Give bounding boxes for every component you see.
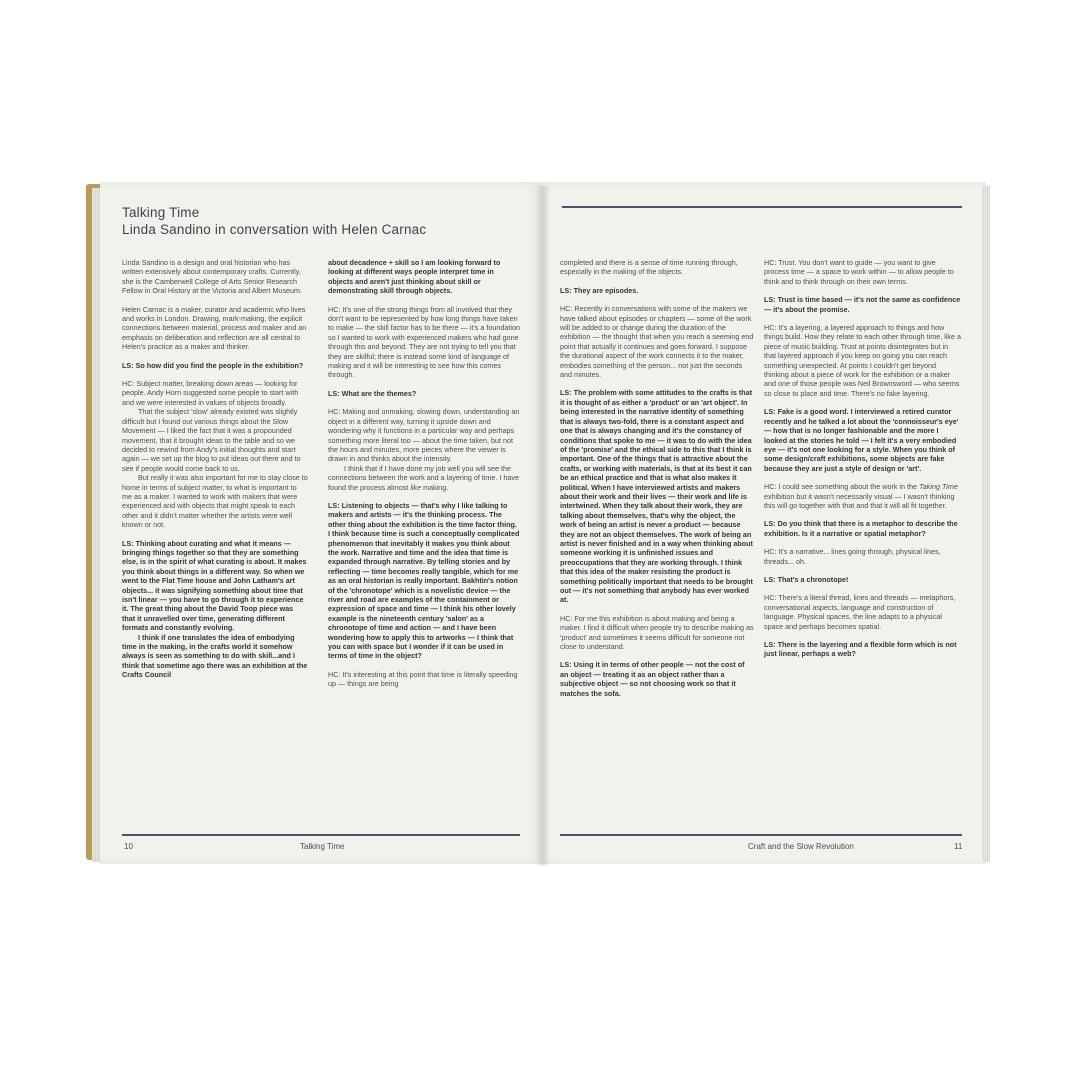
paragraph: Helen Carnac is a maker, curator and academic who lives and works in London. Drawing, mark-making, the explicit connections between material, process and maker and an emphasis on deliberation and reflection are all central to Helen's practice as a maker and thinker.: [122, 304, 307, 352]
running-footer-left: Talking Time: [300, 842, 345, 851]
open-book: [86, 182, 992, 868]
emphasis: like: [410, 482, 422, 492]
page-number-right: 11: [954, 842, 963, 851]
left-page: [100, 182, 540, 864]
right-page: [540, 182, 986, 864]
paragraph: [122, 633, 308, 680]
running-footer-right: Craft and the Slow Revolution: [748, 842, 854, 851]
text-run: making.: [421, 482, 449, 492]
paragraph: [122, 539, 308, 633]
question: LS: So how did you find the people in the exhibition?: [122, 360, 304, 370]
paragraph: [764, 482, 962, 510]
right-page-column-1: [560, 258, 754, 707]
question: LS: Fake is a good word. I interviewed a retired curator recently and he talked a lot about the 'connoisseur's eye' — how that is no longer fashionable and the more I looked at the stories he told — I felt it's a very embodied eye — it's not one looking for a style. When you think of some design/craft exhibitions, some objects are fake because they are just a style of design or 'art'.: [764, 407, 959, 473]
footer-rule: [122, 834, 520, 836]
paragraph: But really it was also important for me to stay close to home in terms of subject matter, to what is important to me as a maker. I wanted to work with makers that were experienced and with objects that might speak to each other and it didn't matter whether the artists were well known or not.: [122, 473, 308, 530]
question: LS: Do you think that there is a metaphor to describe the exhibition. Is it a narrative or spatial metaphor?: [764, 519, 958, 538]
question: LS: The problem with some attitudes to the crafts is that it is thought of as either a 'product' or an 'art object'. In being interested in the narrative identity of something that is always two-fold, there is a constant aspect and one that is always changing and it's the constancy of conditions that spoke to me — it was to do with the idea of the 'promise' and the ethical side to this that I think is important. One of the things that is attractive about the crafts, or working with materials, is that at its best it can be an ethical practice and that is what also makes it political. When I have interviewed artists and makers about their work and their lives — their work and life is intertwined. When they talk about their work, they are talking about themselves, that's why the object, the work of being an artist is never a product — because they are not an object themselves. The work of being an artist is never finished and in a way when thinking about someone working it is unfinished issues and preoccupations that they are working through. I think that this idea of the maker resisting the product is something politically important that needs to be brought out — it's not something that anybody has ever worked at.: [560, 388, 753, 605]
paragraph: HC: It's interesting at this point that time is literally speeding up — things are being: [328, 669, 518, 689]
paragraph: [764, 407, 962, 473]
article-title-block: [122, 204, 426, 238]
paragraph: [764, 295, 962, 314]
article-subtitle: Linda Sandino in conversation with Helen Carnac: [122, 222, 427, 237]
paragraph: completed and there is a sense of time running through, especially in the making of the objects.: [560, 258, 738, 277]
paragraph: HC: Subject matter, breaking down areas — looking for people. Andy Horn suggested some people to start with and we were interested in values of objects broadly.: [122, 379, 299, 407]
paragraph: [328, 389, 520, 398]
question: I think if one translates the idea of embodying time in the making, in the crafts world it somehow always is seen as something to do with skill...and I think that sometime ago there was an exhibition at the Crafts Council: [122, 632, 308, 680]
question: LS: Using it in terms of other people — not the cost of an object — treating it as an object rather than a subjective object — so not choosing work so that it matches the sofa.: [560, 660, 745, 698]
paragraph: [122, 361, 308, 370]
paragraph: HC: Trust. You don't want to guide — you want to give process time — a space to work within — to allow people to think and to think through on their own terms.: [764, 258, 954, 286]
left-page-column-2: [328, 258, 520, 698]
paragraph: HC: It's a layering, a layered approach to things and how things build. How they relate to each other through time, like a piece of music building. Trust at points disintegrates but in that layered approach if you keep on going you can reach something unexpected. At points I couldn't get beyond thinking about a piece of work for the exhibition or a maker and one of those people was Neil Brownsword — who seems so close to place and time. There's no fake layering.: [764, 323, 961, 398]
left-page-column-1: [122, 258, 308, 680]
paragraph: [560, 286, 754, 295]
paragraph: [328, 501, 520, 661]
paragraph: [764, 519, 962, 538]
paragraph: HC: It's a narrative... lines going through, physical lines, threads... oh.: [764, 547, 941, 566]
paragraph: [328, 258, 520, 296]
question: LS: Thinking about curating and what it means — bringing things together so that they are something else, is in the spirit of what curating is about. It makes you think about things in a different way. So when we went to the Flat Time house and John Latham's art objects... it was signifying something about time that isn't linear — you have to go through it to experience it. The great thing about the David Toop piece was that it unravelled over time, generating different formats and constantly evolving.: [122, 538, 307, 633]
paragraph: [560, 660, 754, 698]
right-page-column-2: [764, 258, 962, 668]
page-number-left: 10: [124, 842, 133, 851]
page-stack-right: [982, 186, 990, 862]
paragraph: [560, 388, 754, 604]
paragraph: HC: Making and unmaking, slowing down, understanding an object in a different way, turning it upside down and wondering why it functions in a particular way and perhaps something more literal too — about the time taken, but not the hours and minutes, more pieces where the viewer is drawn in and thinks about the intensity.: [328, 407, 520, 464]
question: LS: They are episodes.: [560, 285, 639, 295]
question: LS: That's a chronotope!: [764, 574, 849, 584]
paragraph: HC: Recently in conversations with some of the makers we have talked about episodes or chapters — some of the work will be added to or change during the duration of the exhibition — the thought that when you reach a seeming end point that actually it continues and goes forward. I suppose the durational aspect of the work connects it to the maker, embodies something of the person... not just the seconds and minutes.: [560, 304, 754, 380]
question: about decadence + skill so I am looking forward to looking at different ways people interpret time in objects and aren't just thinking about skill or demonstrating skill through objects.: [328, 258, 501, 296]
paragraph: Linda Sandino is a design and oral historian who has written extensively about contemporary crafts. Currently, she is the Camberwell College of Arts Senior Research Fellow in Oral History at the Victoria and Albert Museum.: [122, 258, 303, 296]
question: LS: Listening to objects — that's why I like talking to makers and artists — it's the thinking process. The other thing about the exhibition is the time factor thing. I think because time is such a conceptually complicated phenomenon that inevitably it makes you think about the work. Narrative and time and the idea that time is expanded through narrative. By telling stories and by reflecting — time becomes really tangible, which for me as an oral historian is really important. Bakhtin's notion of the 'chronotope' which is a novelistic device — the river and road are examples of the containment or expression of space and time — I think his other lovely example is the nineteenth century 'salon' as a chronotope of time and action — and I have been wondering how to apply this to artworks — I think that you can with space but I wonder if it can be used in terms of time in the object?: [328, 500, 520, 661]
article-title: Talking Time: [122, 205, 200, 220]
question: LS: Trust is time based — it's not the same as confidence — it's about the promise.: [764, 295, 961, 314]
text-run: HC: I could see something about the work in the: [764, 482, 918, 492]
text-run: exhibition but it wasn't necessarily visual — I wasn't thinking this will go together with that and that it will all fit together.: [764, 491, 955, 510]
paragraph: HC: There's a literal thread, lines and threads — metaphors, conversational aspects, language and construction of language. Physical spaces, the line adapts to a physical space and perhaps becomes spatial.: [764, 593, 956, 631]
footer-rule: [560, 834, 962, 836]
paragraph: [328, 464, 520, 492]
paragraph: That the subject 'slow' already existed was slightly difficult but I found out various things about the Slow Movement — I liked the fact that it was a propounded movement, that it brought ideas to the table and so we decided to rewind from Andy's initial thoughts and start again — we set up the blog to put ideas out there and to see if people would come back to us.: [122, 407, 301, 473]
header-rule: [562, 206, 962, 208]
question: LS: There is the layering and a flexible form which is not just linear, perhaps a web?: [764, 640, 957, 659]
book-gutter: [536, 186, 550, 866]
text-run: I think that if I have done my job well you will see the connections between the work and a layering of time. I have found the process almost: [328, 463, 519, 492]
paragraph: HC: It's one of the strong things from all involved that they don't want to be represented by how long things have taken to make — the skill factor has to be there — it's a foundation so I wanted to work with experienced makers who had gone through this and beyond. They are not trying to tell you that they are skilful; there is instead some kind of language of making and it will be interesting to see how this comes through.: [328, 304, 520, 380]
paragraph: HC: For me this exhibition is about making and being a maker. I find it difficult when people try to describe making as 'product' and sometimes it seems difficult for someone not close to understand.: [560, 613, 754, 652]
paragraph: [764, 640, 962, 659]
paragraph: [764, 575, 962, 584]
emphasis: Taking Time: [919, 482, 958, 492]
question: LS: What are the themes?: [328, 388, 417, 398]
